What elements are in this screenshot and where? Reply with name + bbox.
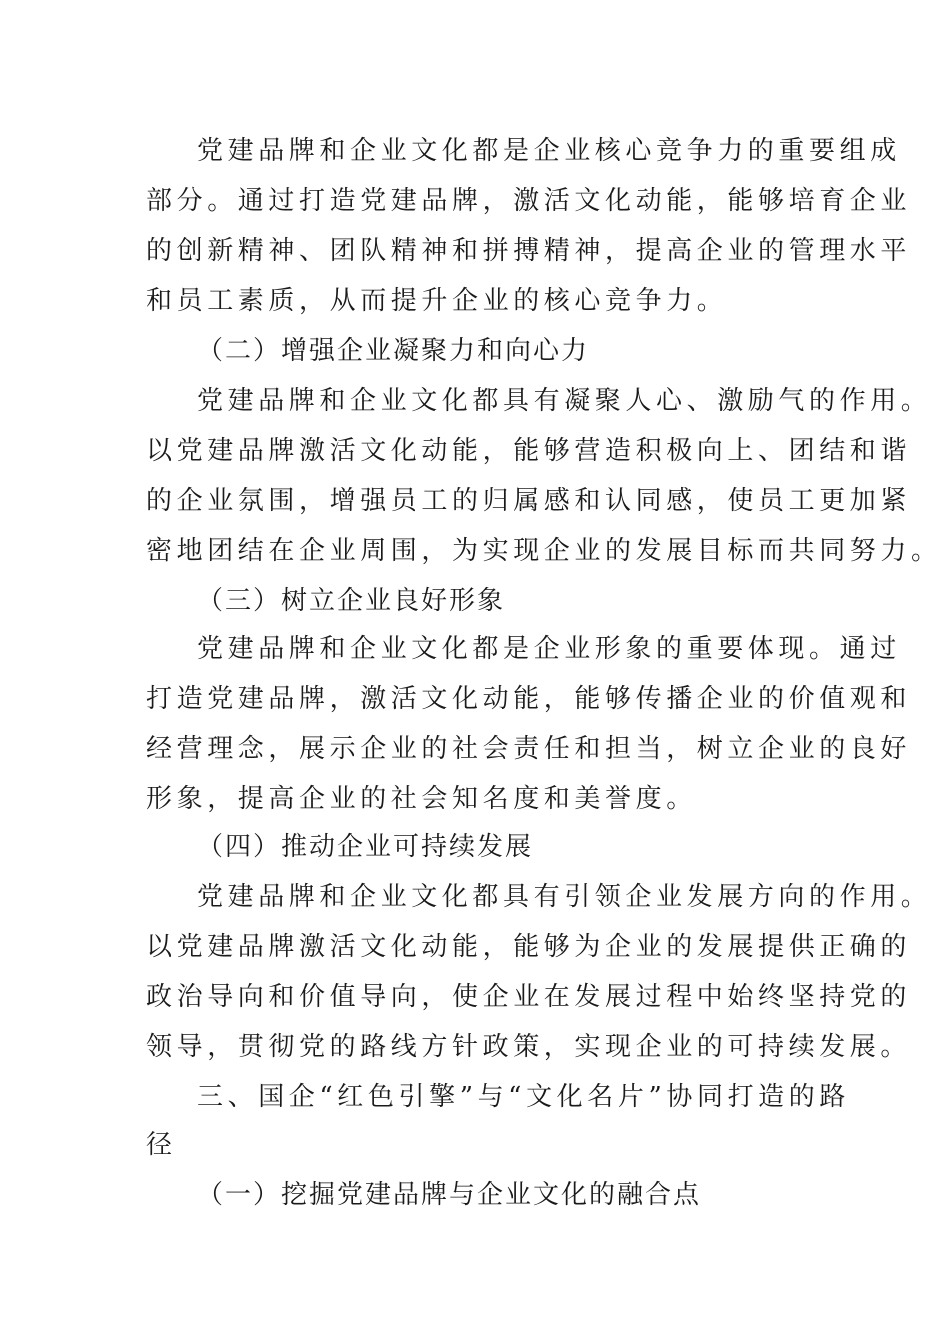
paragraph-line: 党建品牌和企业文化都具有凝聚人心、激励气的作用。: [197, 386, 932, 416]
paragraph-line: 党建品牌和企业文化都具有引领企业发展方向的作用。: [197, 882, 932, 912]
section-heading: （一）挖掘党建品牌与企业文化的融合点: [197, 1180, 702, 1210]
section-heading: （二）增强企业凝聚力和向心力: [197, 336, 590, 366]
paragraph-line: 密地团结在企业周围，为实现企业的发展目标而共同努力。: [146, 536, 942, 566]
paragraph-line: 经营理念，展示企业的社会责任和担当，树立企业的良好: [146, 734, 912, 764]
paragraph-line: 领导，贯彻党的路线方针政策，实现企业的可持续发展。: [146, 1032, 912, 1062]
paragraph-line: 的创新精神、团队精神和拼搏精神，提高企业的管理水平: [146, 236, 912, 266]
paragraph-line: 以党建品牌激活文化动能，能够为企业的发展提供正确的: [146, 932, 912, 962]
section-heading: （三）树立企业良好形象: [197, 586, 506, 616]
paragraph-line: 党建品牌和企业文化都是企业核心竞争力的重要组成: [197, 136, 901, 166]
paragraph-line: 的企业氛围，增强员工的归属感和认同感，使员工更加紧: [146, 486, 912, 516]
paragraph-line: 和员工素质，从而提升企业的核心竞争力。: [146, 286, 728, 316]
chapter-heading-continuation: 径: [146, 1130, 177, 1160]
section-heading: （四）推动企业可持续发展: [197, 832, 534, 862]
paragraph-line: 以党建品牌激活文化动能，能够营造积极向上、团结和谐: [146, 436, 912, 466]
paragraph-line: 形象，提高企业的社会知名度和美誉度。: [146, 784, 697, 814]
chapter-heading: 三、国企“红色引擎”与“文化名片”协同打造的路: [197, 1082, 850, 1112]
paragraph-line: 部分。通过打造党建品牌，激活文化动能，能够培育企业: [146, 186, 912, 216]
paragraph-line: 党建品牌和企业文化都是企业形象的重要体现。通过: [197, 634, 901, 664]
paragraph-line: 政治导向和价值导向，使企业在发展过程中始终坚持党的: [146, 982, 912, 1012]
paragraph-line: 打造党建品牌，激活文化动能，能够传播企业的价值观和: [146, 684, 912, 714]
